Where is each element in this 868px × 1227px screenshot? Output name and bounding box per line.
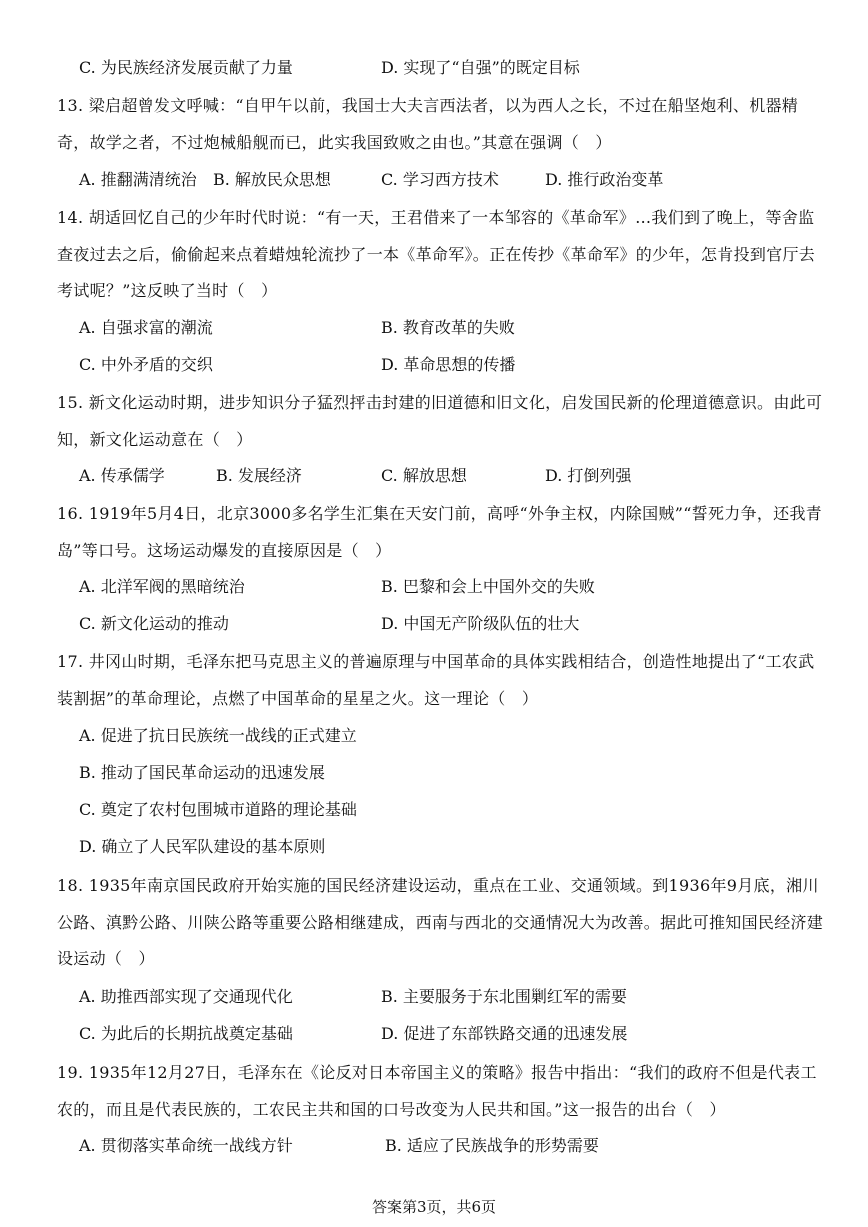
q14-stem: 14. 胡适回忆自己的少年时代时说：“有一天，王君借来了一本邹容的《革命军》…我们到了晚上，等舍监查夜过去之后，偷偷起来点着蜡烛轮流抄了一本《革命军》。正在传抄《革命军》的少年，怎肯投到官厅去考试呢？”这反映了当时（ ） bbox=[57, 208, 816, 300]
q18-option-b: B. 主要服务于东北围剿红军的需要 bbox=[381, 987, 627, 1006]
q13-option-a: A. 推翻满清统治 bbox=[79, 170, 197, 189]
q15-stem: 15. 新文化运动时期，进步知识分子猛烈抨击封建的旧道德和旧文化，启发国民新的伦理道德意识。由此可知，新文化运动意在（ ） bbox=[57, 393, 823, 449]
q16-stem: 16. 1919年5月4日，北京3000多名学生汇集在天安门前，高呼“外争主权，内除国贼”“誓死力争，还我青岛”等口号。这场运动爆发的直接原因是（ ） bbox=[57, 504, 823, 560]
q16-option-c: C. 新文化运动的推动 bbox=[79, 614, 229, 633]
q12-option-c: C. 为民族经济发展贡献了力量 bbox=[79, 58, 293, 77]
q14-option-a: A. 自强求富的潮流 bbox=[79, 318, 213, 337]
q18-stem: 18. 1935年南京国民政府开始实施的国民经济建设运动，重点在工业、交通领域。到1936年9月底，湘川公路、滇黔公路、川陕公路等重要公路相继建成，西南与西北的交通情况大为改善。据此可推知国民经济建设运动（ ） bbox=[57, 876, 824, 968]
q15-option-c: C. 解放思想 bbox=[381, 466, 467, 485]
q13-option-b: B. 解放民众思想 bbox=[213, 170, 331, 189]
q18-option-c: C. 为此后的长期抗战奠定基础 bbox=[79, 1024, 293, 1043]
q18-option-d: D. 促进了东部铁路交通的迅速发展 bbox=[381, 1024, 628, 1043]
q17-option-c: C. 奠定了农村包围城市道路的理论基础 bbox=[79, 800, 357, 819]
q14-option-c: C. 中外矛盾的交织 bbox=[79, 355, 213, 374]
q19-option-a: A. 贯彻落实革命统一战线方针 bbox=[79, 1136, 293, 1155]
q15-option-a: A. 传承儒学 bbox=[79, 466, 165, 485]
q17-option-d: D. 确立了人民军队建设的基本原则 bbox=[79, 837, 326, 856]
q17-option-b: B. 推动了国民革命运动的迅速发展 bbox=[79, 763, 325, 782]
q13-stem: 13. 梁启超曾发文呼喊：“自甲午以前，我国士大夫言西法者，以为西人之长，不过在船坚炮利、机器精奇，故学之者，不过炮械船舰而已，此实我国致败之由也。”其意在强调（ ） bbox=[57, 96, 799, 152]
q18-option-a: A. 助推西部实现了交通现代化 bbox=[79, 987, 293, 1006]
q19-option-b: B. 适应了民族战争的形势需要 bbox=[385, 1136, 599, 1155]
q16-option-a: A. 北洋军阀的黑暗统治 bbox=[79, 577, 245, 596]
q19-stem: 19. 1935年12月27日，毛泽东在《论反对日本帝国主义的策略》报告中指出：“我们的政府不但是代表工农的，而且是代表民族的，工农民主共和国的口号改变为人民共和国。”这一报告的出台（ ） bbox=[57, 1063, 817, 1119]
q13-option-c: C. 学习西方技术 bbox=[381, 170, 499, 189]
q16-option-d: D. 中国无产阶级队伍的壮大 bbox=[381, 614, 580, 633]
q16-option-b: B. 巴黎和会上中国外交的失败 bbox=[381, 577, 595, 596]
q15-option-b: B. 发展经济 bbox=[216, 466, 302, 485]
q15-option-d: D. 打倒列强 bbox=[545, 466, 632, 485]
page-footer: 答案第3页，共6页 bbox=[371, 1198, 497, 1216]
q13-option-d: D. 推行政治变革 bbox=[545, 170, 664, 189]
q12-option-d: D. 实现了“自强”的既定目标 bbox=[381, 58, 580, 77]
q14-option-b: B. 教育改革的失败 bbox=[381, 318, 515, 337]
q14-option-d: D. 革命思想的传播 bbox=[381, 355, 516, 374]
q17-option-a: A. 促进了抗日民族统一战线的正式建立 bbox=[79, 726, 357, 745]
q17-stem: 17. 井冈山时期，毛泽东把马克思主义的普遍原理与中国革命的具体实践相结合，创造性地提出了“工农武装割据”的革命理论，点燃了中国革命的星星之火。这一理论（ ） bbox=[57, 652, 815, 708]
